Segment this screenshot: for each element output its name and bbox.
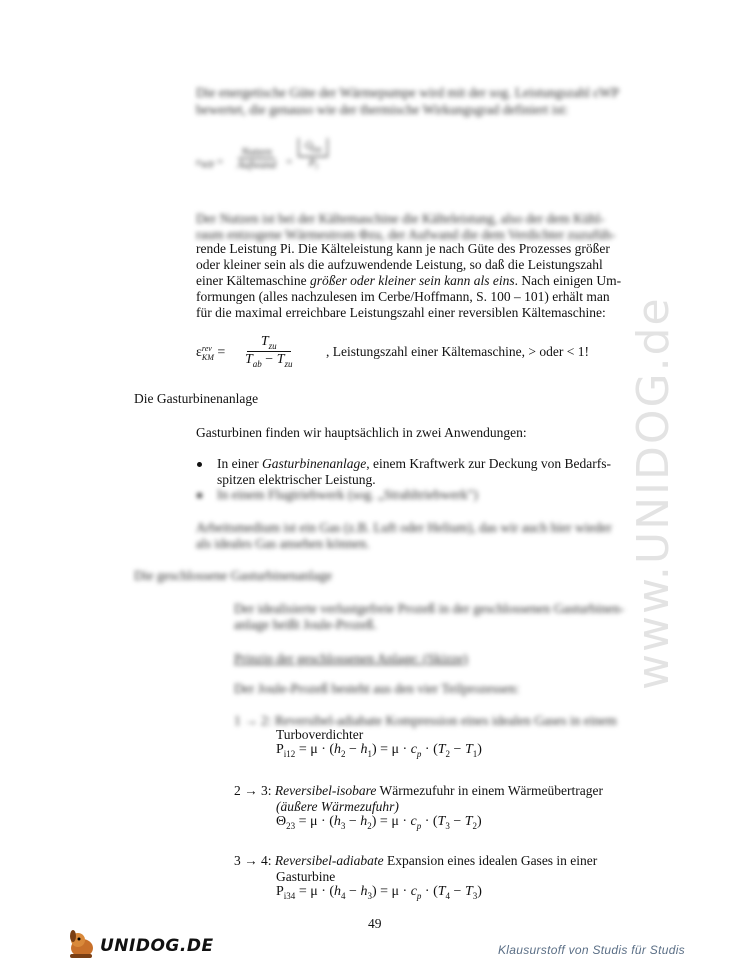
list-item-continuation: spitzen elektrischer Leistung. (217, 472, 376, 487)
blurred-paragraph-line: bewertet, die genauso wie der thermische Wirkungsgrad definiert ist: (196, 102, 569, 117)
paragraph-line: Gasturbinen finden wir hauptsächlich in zwei Anwendungen: (196, 425, 527, 440)
paragraph-line: oder kleiner sein als die aufzuwendende Leistung, so daß die Leistungszahl (196, 257, 603, 272)
formula-p-i34: $P_{i34} = \mu \cdot (h_4 - h_3) = \mu \cdot c_p \cdot (T_4 - T_3)$ (276, 884, 482, 901)
formula-p-i12: $P_{i12} = \mu \cdot (h_2 - h_1) = \mu \cdot c_p \cdot (T_2 - T_1)$ (276, 742, 482, 759)
page-number: 49 (368, 916, 382, 931)
blurred-paragraph-line: anlage heißt Joule-Prozeß. (234, 617, 377, 632)
unidog-logo (66, 926, 214, 964)
bullet-icon (197, 493, 202, 498)
step-line: 2 → 3: Reversibel-isobare Wärmezufuhr in einem Wärmeübertrager (234, 783, 603, 798)
blurred-paragraph-line: Arbeitsmedium ist ein Gas (z.B. Luft oder Helium), das wir auch hier wieder (196, 520, 612, 535)
step-line: Gasturbine (276, 869, 336, 884)
paragraph-line: formungen (alles nachzulesen im Cerbe/Hoffmann, S. 100 – 101) erhält man (196, 289, 610, 304)
blurred-paragraph-line: Der idealisierte verlustgefreie Prozeß in der geschlossenen Gasturbinen- (234, 601, 625, 616)
blurred-formula: $\varepsilon_{WP}$ = Nutzen Aufwand = $\frac{Q̇_{zu}}{P_i}$ (196, 138, 346, 190)
step-line: (äußere Wärmezufuhr) (276, 799, 399, 814)
formula-cop-reversible: εrev KM = $T_{zu}$ $T_{ab} - T_{zu}$ , Leistungszahl einer Kältemaschine, > oder < 1! (196, 334, 590, 369)
formula-caption: , Leistungszahl einer Kältemaschine, > oder < 1! (326, 344, 590, 359)
logo-text: UNIDOG.DE (100, 936, 214, 956)
paragraph-line: einer Kältemaschine größer oder kleiner sein kann als eins. Nach einigen Um- (196, 273, 622, 288)
footer-tagline: Klausurstoff von Studis für Studis (498, 943, 685, 957)
section-heading: Die Gasturbinenanlage (134, 391, 259, 406)
step-line: 3 → 4: Reversibel-adiabate Expansion eines idealen Gases in einer (234, 853, 598, 868)
paragraph-line: für die maximal erreichbare Leistungszahl einer reversiblen Kältemaschine: (196, 305, 606, 320)
blurred-paragraph-line: Der Nutzen ist bei der Kältemaschine die Kälteleistung, also der dem Kühl- (196, 211, 605, 226)
paragraph-line: rende Leistung Pi. Die Kälteleistung kann je nach Güte des Prozesses größer (196, 241, 610, 256)
blurred-paragraph-line: Der Joule-Prozeß besteht aus den vier Teilprozessen: (234, 681, 520, 696)
step-line: Turboverdichter (276, 727, 364, 742)
blurred-paragraph-line: als ideales Gas ansehen können. (196, 536, 370, 551)
formula-theta-23: $\Theta_{23} = \mu \cdot (h_3 - h_2) = \mu \cdot c_p \cdot (T_3 - T_2)$ (276, 814, 482, 831)
list-item: In einer Gasturbinenanlage, einem Kraftwerk zur Deckung von Bedarfs- (217, 456, 612, 471)
blurred-paragraph-line: raum entzogene Wärmestrom Φzu, der Aufwand die dem Verdichter zuzufüh- (196, 227, 616, 242)
blurred-subheading: Prinzip der geschlossenen Anlage: (Skizze) (234, 651, 468, 666)
watermark: www.UNIDOG.de (628, 296, 679, 690)
blurred-step-line: 1 → 2: Reversibel-adiabate Kompression eines idealen Gases in einem (234, 713, 617, 728)
blurred-section-heading: Die geschlossene Gasturbinenanlage (134, 568, 332, 583)
blurred-list-item: In einem Flugtriebwerk (sog. „Strahltriebwerk") (217, 487, 478, 502)
bullet-icon (197, 462, 202, 467)
blurred-paragraph-line: Die energetische Güte der Wärmepumpe wird mit der sog. Leistungszahl εWP (196, 85, 620, 100)
